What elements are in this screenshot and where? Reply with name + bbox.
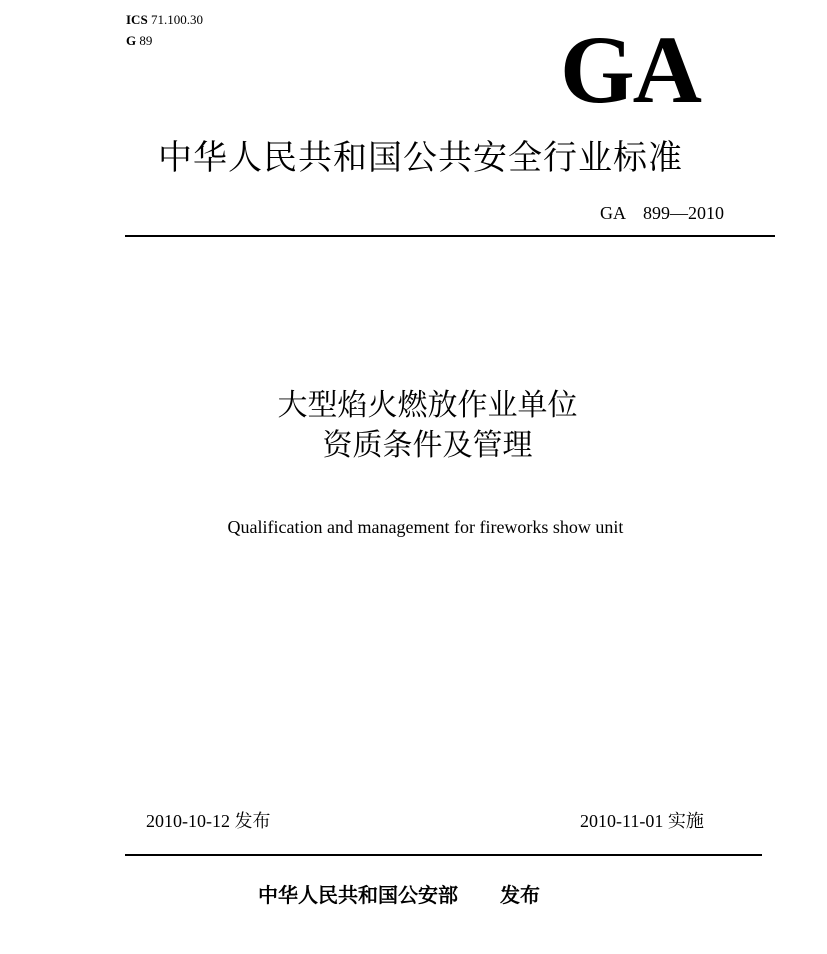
classification-code [126,33,152,49]
top-divider [125,235,775,237]
ics-code [126,12,203,28]
standard-code: GA 899—2010 [599,203,724,223]
bottom-divider [125,854,762,856]
issue-label: 发布 [234,811,271,832]
title-en-text: Qualification and management for fireworks show unit [227,517,624,537]
implementation-date [580,810,704,833]
title-line-1: 大型焰火燃放作业单位 [277,388,578,423]
publisher [258,882,540,908]
ics-label: ICS [126,12,148,27]
publish-label: 发布 [500,883,540,907]
title-line-2: 资质条件及管理 [322,428,533,463]
ga-logo: GA [560,16,700,123]
ics-number: 71.100.30 [150,12,203,27]
document-title-en [0,516,827,538]
issue-date-value: 2010-10-12 [146,811,230,831]
implementation-date-value: 2010-11-01 [580,811,664,831]
document-title-cn [0,386,827,466]
issue-date [146,810,271,833]
class-number: 89 [139,33,153,48]
standard-title: 中华人民共和国公共安全行业标准 [158,138,683,178]
implementation-label: 实施 [667,811,704,832]
publisher-name: 中华人民共和国公安部 [258,883,458,907]
class-label: G [126,33,137,48]
